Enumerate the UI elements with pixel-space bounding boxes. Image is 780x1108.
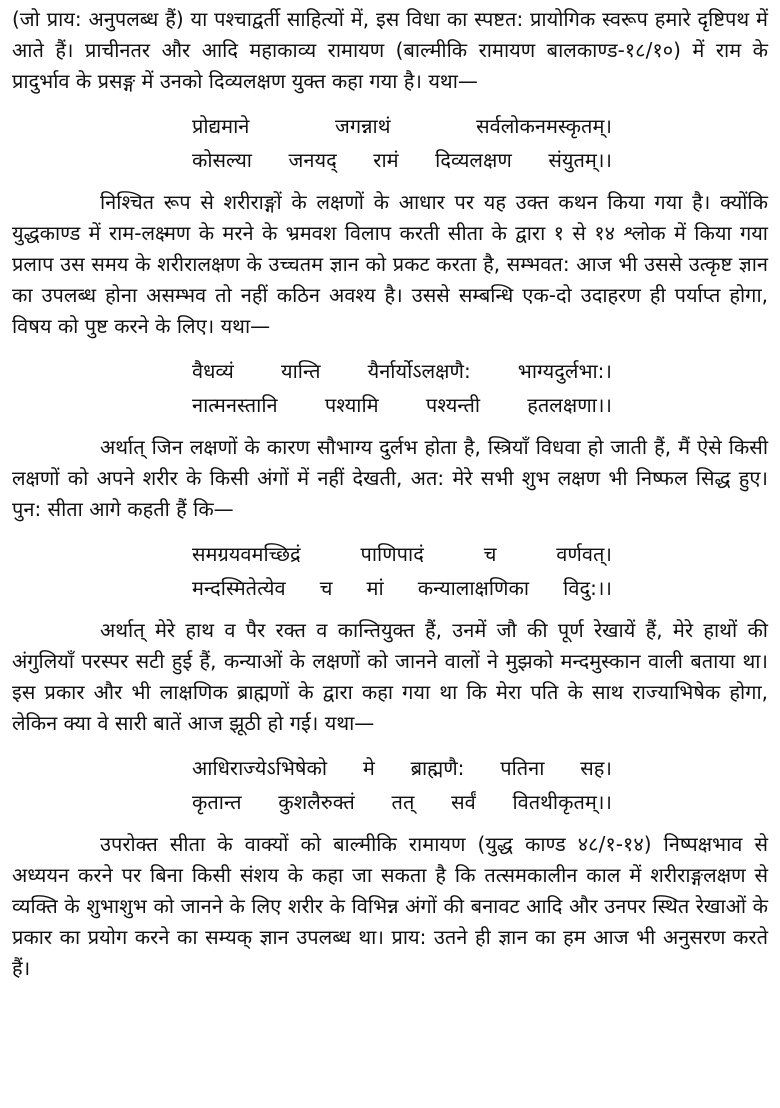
verse-1-line-1: प्रोद्यमाने जगन्नाथं सर्वलोकनमस्कृतम्।: [192, 114, 612, 138]
verse-4-line-2: कृतान्त कुशलैरुक्तं तत् सर्वं वितथीकृतम्।।: [192, 790, 612, 814]
paragraph-1: (जो प्राय: अनुपलब्ध हैं) या पश्चाद्वर्ती साहित्यों में, इस विधा का स्पष्टत: प्रायोगिक स्वरूप हमारे दृष्टिपथ में आते हैं। प्राचीनतर और आदि महाकाव्य रामायण (बाल्मीकि रामायण बालकाण्ड-१८/१०) में राम के प्रादुर्भाव के प्रसङ्ग में उनको दिव्यलक्षण युक्त कहा गया है। यथा—: [12, 7, 768, 93]
verse-1: [192, 109, 612, 177]
verse-2-line-1: वैधव्यं यान्ति यैर्नार्योऽलक्षणै: भाग्यदुर्लभा:।: [192, 359, 612, 383]
verse-3-line-1: समग्रयवमच्छिद्रं पाणिपादं च वर्णवत्।: [192, 542, 612, 566]
verse-2: [192, 354, 612, 422]
verse-4-line-1: आधिराज्येऽभिषेको मे ब्राह्मणै: पतिना सह।: [192, 756, 612, 780]
document-page: [12, 4, 768, 988]
paragraph-4: अर्थात् मेरे हाथ व पैर रक्त व कान्तियुक्त हैं, उनमें जौ की पूर्ण रेखायें हैं, मेरे हाथों की अंगुलियाँ परस्पर सटी हुई हैं, कन्याओं के लक्षणों को जानने वालों ने मुझको मन्दमुस्कान वाली बताया था। इस प्रकार और भी लाक्षणिक ब्राह्मणों के द्वारा कहा गया था कि मेरा पति के साथ राज्याभिषेक होगा, लेकिन क्या वे सारी बातें आज झूठी हो गई। यथा—: [12, 618, 768, 735]
paragraph-2: निश्चित रूप से शरीराङ्गों के लक्षणों के आधार पर यह उक्त कथन किया गया है। क्योंकि युद्धकाण्ड में राम-लक्ष्मण के मरने के भ्रमवश विलाप करती सीता के द्वारा १ से १४ श्लोक में किया गया प्रलाप उस समय के शरीरालक्षण के उच्चतम ज्ञान को प्रकट करता है, सम्भवत: आज भी उससे उत्कृष्ट ज्ञान का उपलब्ध होना असम्भव तो नहीं कठिन अवश्य है। उससे सम्बन्धि एक-दो उदाहरण ही पर्याप्त होगा, विषय को पुष्ट करने के लिए। यथा—: [12, 190, 768, 338]
verse-1-line-2: कोसल्या जनयद् रामं दिव्यलक्षण संयुतम्।।: [192, 148, 612, 172]
verse-3: [192, 537, 612, 605]
verse-2-line-2: नात्मनस्तानि पश्यामि पश्यन्ती हतलक्षणा।।: [192, 393, 612, 417]
paragraph-5: उपरोक्त सीता के वाक्यों को बाल्मीकि रामायण (युद्ध काण्ड ४८/१-१४) निष्पक्षभाव से अध्ययन करने पर बिना किसी संशय के कहा जा सकता है कि तत्समकालीन काल में शरीराङ्गलक्षण से व्यक्ति के शुभाशुभ को जानने के लिए शरीर के विभिन्न अंगों की बनावट आदि और उनपर स्थित रेखाओं के प्रकार का प्रयोग करने का सम्यक् ज्ञान उपलब्ध था। प्राय: उतने ही ज्ञान का हम आज भी अनुसरण करते हैं।: [12, 832, 768, 980]
verse-4: [192, 751, 612, 819]
verse-3-line-2: मन्दस्मितेत्येव च मां कन्यालाक्षणिका विदु:।।: [192, 576, 612, 600]
paragraph-3: अर्थात् जिन लक्षणों के कारण सौभाग्य दुर्लभ होता है, स्त्रियाँ विधवा हो जाती हैं, मैं ऐसे किसी लक्षणों को अपने शरीर के किसी अंगों में नहीं देखती, अत: मेरे सभी शुभ लक्षण भी निष्फल सिद्ध हुए। पुन: सीता आगे कहती हैं कि—: [12, 435, 768, 521]
